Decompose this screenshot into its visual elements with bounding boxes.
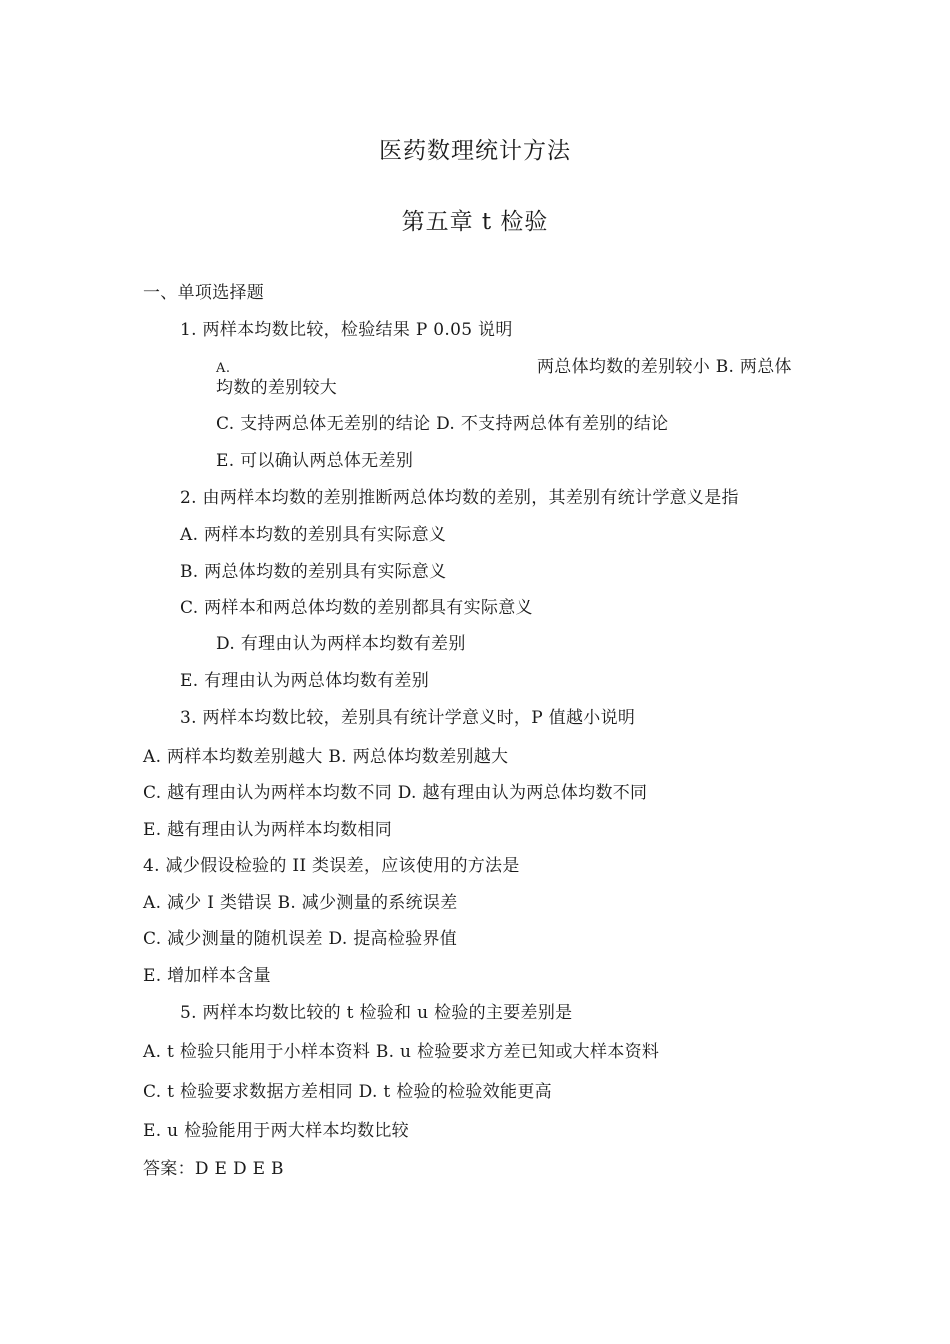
q1-option-cd: C. 支持两总体无差别的结论 D. 不支持两总体有差别的结论	[216, 414, 669, 434]
question-3: 3. 两样本均数比较，差别具有统计学意义时，P 值越小说明	[180, 708, 636, 728]
q2-option-d: D. 有理由认为两样本均数有差别	[216, 634, 466, 654]
section-heading: 一、单项选择题	[143, 283, 265, 303]
q4-option-cd: C. 减少测量的随机误差 D. 提高检验界值	[143, 929, 458, 949]
q1-option-e: E. 可以确认两总体无差别	[216, 451, 414, 471]
q1-option-a-wrap: 均数的差别较大	[216, 378, 338, 398]
q1-option-a-label: A.	[216, 361, 231, 376]
question-5: 5. 两样本均数比较的 t 检验和 u 检验的主要差别是	[180, 1003, 573, 1023]
q5-option-cd: C. t 检验要求数据方差相同 D. t 检验的检验效能更高	[143, 1082, 552, 1102]
chapter-title: 第五章 t 检验	[401, 209, 549, 235]
document-title: 医药数理统计方法	[379, 138, 571, 164]
q5-option-e: E. u 检验能用于两大样本均数比较	[143, 1121, 409, 1141]
question-4: 4. 减少假设检验的 II 类误差，应该使用的方法是	[143, 856, 520, 876]
q2-option-e: E. 有理由认为两总体均数有差别	[180, 671, 430, 691]
answer-key: 答案：D E D E B	[143, 1159, 284, 1179]
q2-option-c: C. 两样本和两总体均数的差别都具有实际意义	[180, 598, 533, 618]
question-2: 2. 由两样本均数的差别推断两总体均数的差别，其差别有统计学意义是指	[180, 488, 739, 508]
q5-option-ab: A. t 检验只能用于小样本资料 B. u 检验要求方差已知或大样本资料	[143, 1042, 660, 1062]
q4-option-ab: A. 减少 I 类错误 B. 减少测量的系统误差	[143, 893, 458, 913]
q3-option-cd: C. 越有理由认为两样本均数不同 D. 越有理由认为两总体均数不同	[143, 783, 648, 803]
q4-option-e: E. 增加样本含量	[143, 966, 271, 986]
q1-option-a-text: 两总体均数的差别较小 B. 两总体	[537, 357, 792, 377]
question-1: 1. 两样本均数比较，检验结果 P 0.05 说明	[180, 320, 513, 340]
q2-option-b: B. 两总体均数的差别具有实际意义	[180, 562, 447, 582]
q2-option-a: A. 两样本均数的差别具有实际意义	[180, 525, 447, 545]
q3-option-e: E. 越有理由认为两样本均数相同	[143, 820, 393, 840]
q3-option-ab: A. 两样本均数差别越大 B. 两总体均数差别越大	[143, 747, 509, 767]
